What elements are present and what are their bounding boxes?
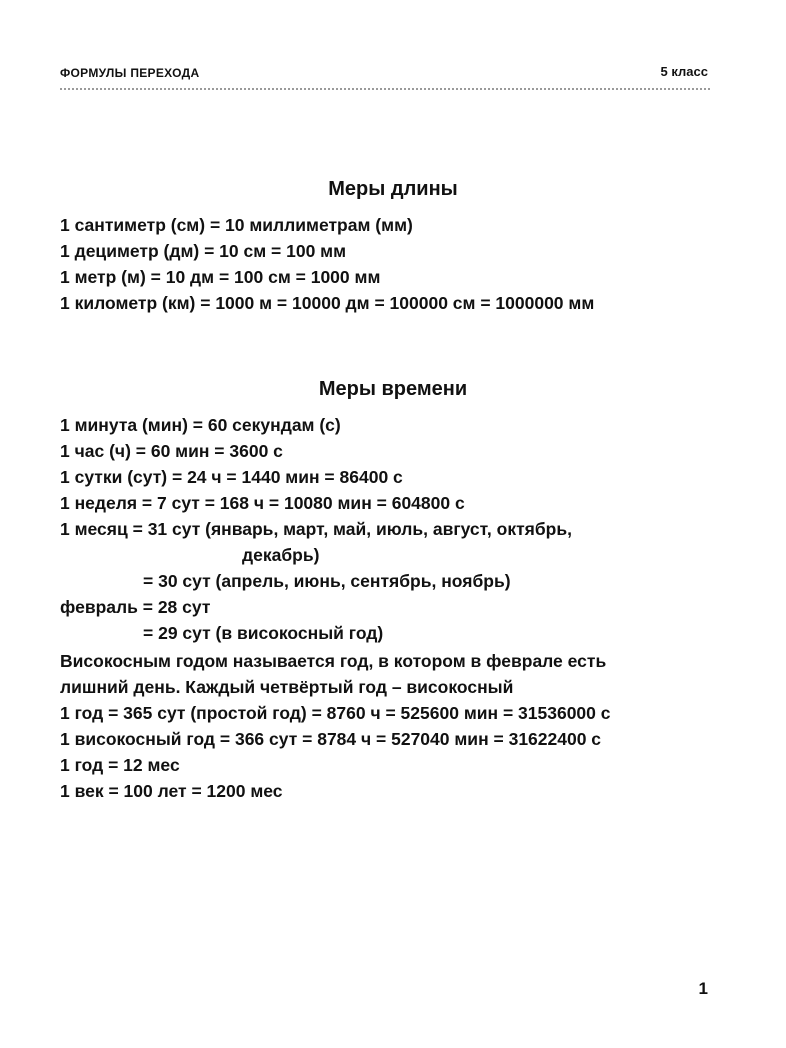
time-line: = 30 сут (апрель, июнь, сентябрь, ноябрь) (143, 571, 511, 591)
time-line: 1 век = 100 лет = 1200 мес (60, 781, 283, 801)
leap-year-definition: Високосным годом называется год, в котором в феврале есть (60, 651, 607, 671)
time-line: 1 год = 12 мес (60, 755, 180, 775)
time-line: 1 час (ч) = 60 мин = 3600 с (60, 441, 283, 461)
time-line: 1 неделя = 7 сут = 168 ч = 10080 мин = 604800 с (60, 493, 465, 513)
page-header (60, 62, 710, 80)
header-divider (60, 88, 710, 90)
time-line: 1 високосный год = 366 сут = 8784 ч = 527040 мин = 31622400 с (60, 729, 602, 749)
time-line: 1 сутки (сут) = 24 ч = 1440 мин = 86400 с (60, 467, 403, 487)
header-grade: 5 класс (660, 64, 708, 79)
page-number: 1 (698, 979, 708, 998)
time-line: февраль = 28 сут (60, 597, 211, 617)
length-section-title: Меры длины (328, 178, 458, 200)
length-line: 1 километр (км) = 1000 м = 10000 дм = 100000 см = 1000000 мм (60, 293, 595, 313)
header-title: ФОРМУЛЫ ПЕРЕХОДА (60, 66, 200, 80)
time-line-continuation: декабрь) (242, 545, 320, 565)
time-section-title: Меры времени (318, 378, 468, 400)
time-line: = 29 сут (в високосный год) (143, 623, 384, 643)
leap-year-definition: лишний день. Каждый четвёртый год – високосный (60, 677, 514, 697)
length-line: 1 метр (м) = 10 дм = 100 см = 1000 мм (60, 267, 381, 287)
time-line: 1 минута (мин) = 60 секундам (с) (60, 415, 341, 435)
length-line: 1 дециметр (дм) = 10 см = 100 мм (60, 241, 347, 261)
length-line: 1 сантиметр (см) = 10 миллиметрам (мм) (60, 215, 413, 235)
time-line: 1 месяц = 31 сут (январь, март, май, июль, август, октябрь, (60, 519, 572, 539)
time-line: 1 год = 365 сут (простой год) = 8760 ч = 525600 мин = 31536000 с (60, 703, 611, 723)
